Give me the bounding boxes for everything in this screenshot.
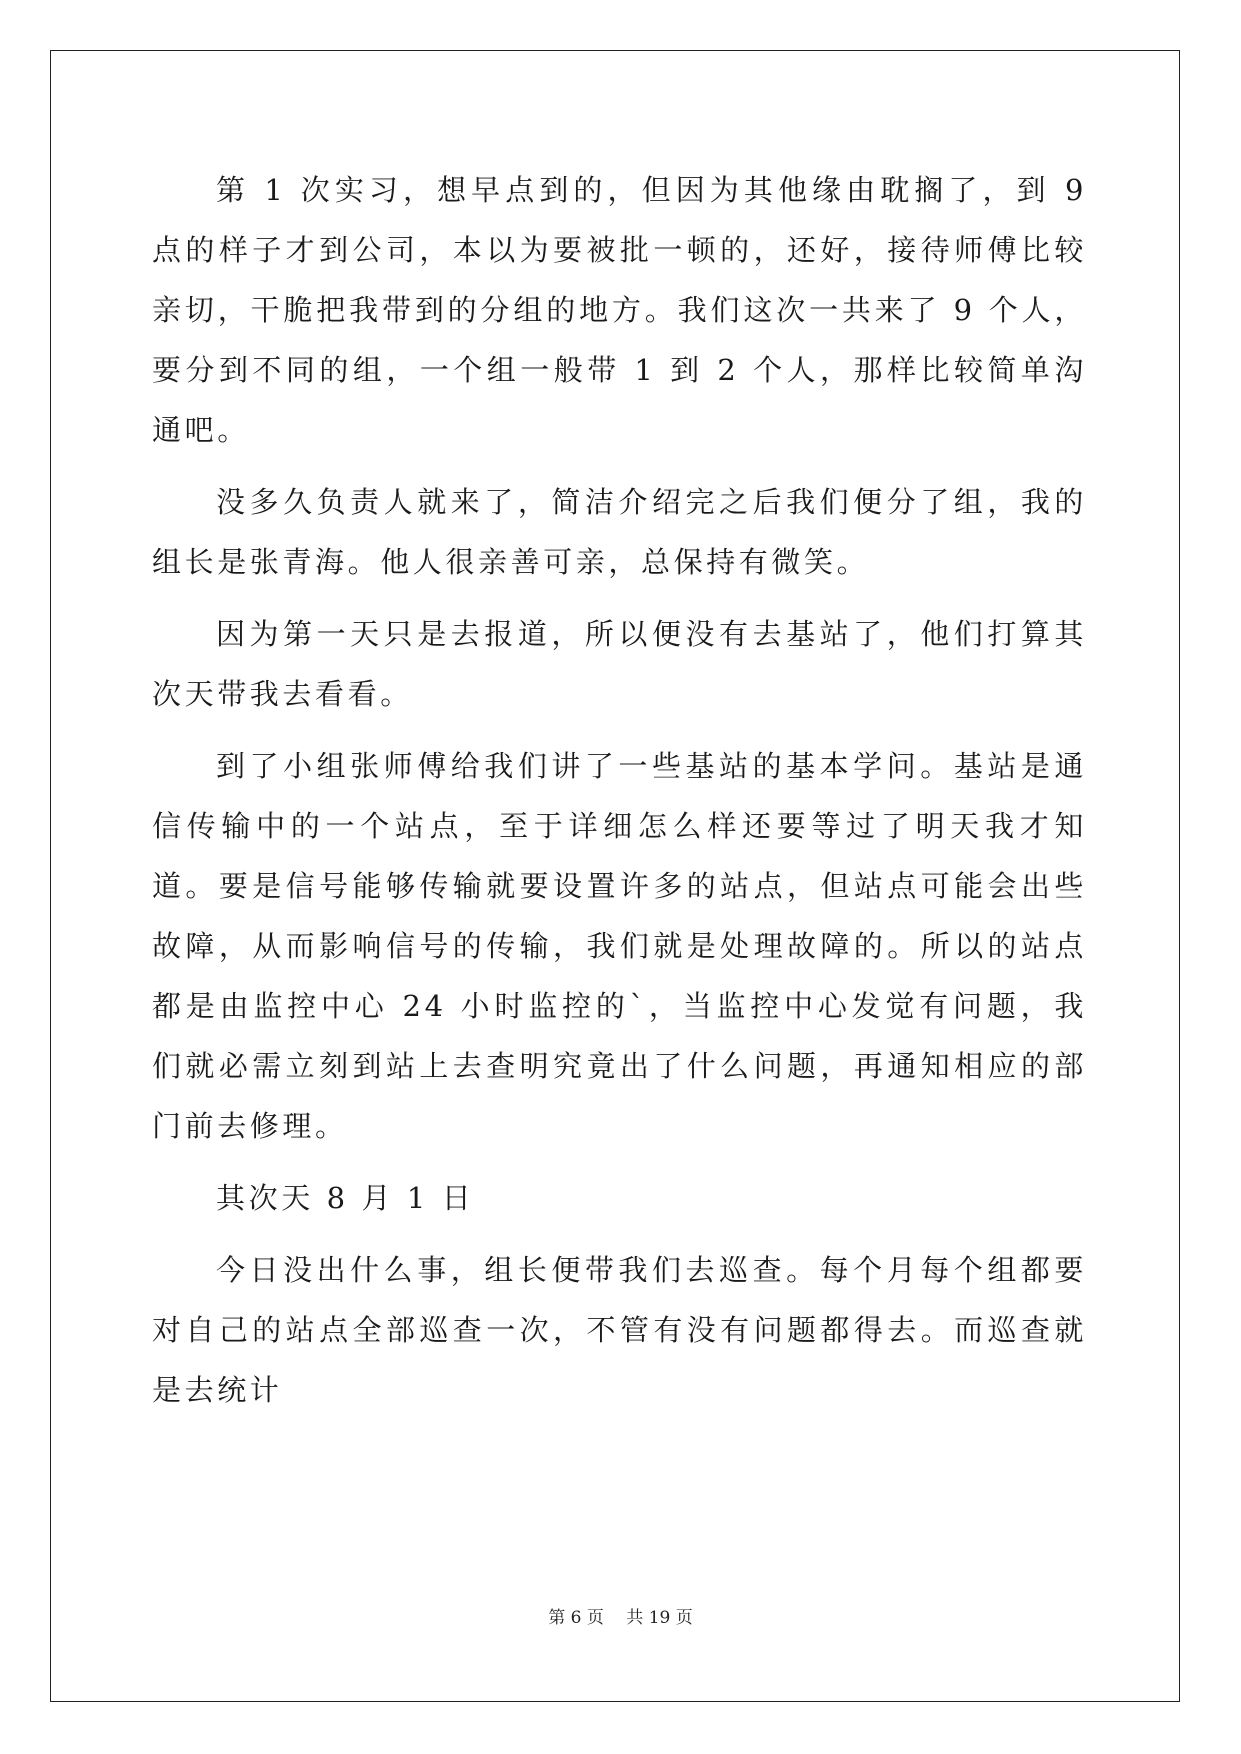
paragraph: 没多久负责人就来了，简洁介绍完之后我们便分了组，我的组长是张青海。他人很亲善可亲，总保持有微笑。: [152, 485, 1087, 579]
document-body: [152, 160, 1087, 1432]
page-number-footer: 第 6 页 共 19 页: [548, 1608, 693, 1628]
paragraph: 第 1 次实习，想早点到的，但因为其他缘由耽搁了，到 9 点的样子才到公司，本以为要被批一顿的，还好，接待师傅比较亲切，干脆把我带到的分组的地方。我们这次一共来了 9 个人，要分到不同的组，一个组一般带 1 到 2 个人，那样比较简单沟通吧。: [152, 173, 1087, 447]
paragraph: 因为第一天只是去报道，所以便没有去基站了，他们打算其次天带我去看看。: [152, 617, 1087, 711]
paragraph: 今日没出什么事，组长便带我们去巡查。每个月每个组都要对自己的站点全部巡查一次，不管有没有问题都得去。而巡查就是去统计: [152, 1253, 1087, 1407]
date-heading: 其次天 8 月 1 日: [216, 1181, 475, 1215]
paragraph: 到了小组张师傅给我们讲了一些基站的基本学问。基站是通信传输中的一个站点，至于详细怎么样还要等过了明天我才知道。要是信号能够传输就要设置许多的站点，但站点可能会出些故障，从而影响信号的传输，我们就是处理故障的。所以的站点都是由监控中心 24 小时监控的`，当监控中心发觉有问题，我们就必需立刻到站上去查明究竟出了什么问题，再通知相应的部门前去修理。: [152, 749, 1087, 1143]
